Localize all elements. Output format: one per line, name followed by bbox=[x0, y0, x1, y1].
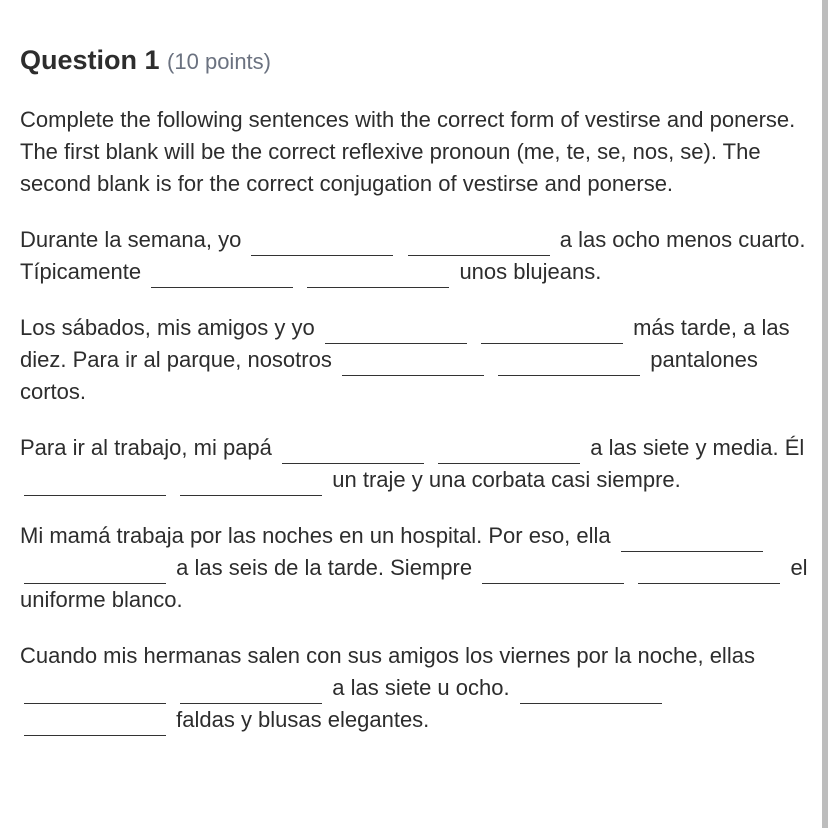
sentence-2-part-3: pantalones cortos. bbox=[20, 347, 758, 404]
sentence-3 bbox=[20, 432, 810, 496]
sentence-4-part-2: a las seis de la tarde. Siempre bbox=[176, 555, 473, 580]
sentence-2-pronoun-blank-2[interactable] bbox=[342, 344, 484, 376]
sentence-4-verb-blank-2[interactable] bbox=[638, 552, 780, 584]
sentence-2-verb-blank[interactable] bbox=[481, 312, 623, 344]
scrollbar-edge[interactable] bbox=[822, 0, 828, 828]
sentence-3-verb-blank[interactable] bbox=[438, 432, 580, 464]
sentence-2-part-1: Los sábados, mis amigos y yo bbox=[20, 315, 315, 340]
sentence-5-verb-blank[interactable] bbox=[180, 672, 322, 704]
sentence-1-part-2: a las ocho menos cuarto. Típicamente bbox=[20, 227, 806, 284]
sentence-4 bbox=[20, 520, 810, 616]
sentence-1-pronoun-blank-2[interactable] bbox=[151, 256, 293, 288]
sentence-4-pronoun-blank[interactable] bbox=[621, 520, 763, 552]
sentence-3-pronoun-blank-2[interactable] bbox=[24, 464, 166, 496]
sentence-5-pronoun-blank-2[interactable] bbox=[520, 672, 662, 704]
sentence-2-verb-blank-2[interactable] bbox=[498, 344, 640, 376]
sentence-5-pronoun-blank[interactable] bbox=[24, 672, 166, 704]
sentence-2-pronoun-blank[interactable] bbox=[325, 312, 467, 344]
sentence-5-part-2: a las siete u ocho. bbox=[332, 675, 510, 700]
sentence-1-pronoun-blank[interactable] bbox=[251, 224, 393, 256]
sentence-1-part-1: Durante la semana, yo bbox=[20, 227, 242, 252]
question-header bbox=[20, 40, 810, 82]
sentence-3-part-1: Para ir al trabajo, mi papá bbox=[20, 435, 272, 460]
sentence-1-verb-blank[interactable] bbox=[408, 224, 550, 256]
sentence-4-pronoun-blank-2[interactable] bbox=[482, 552, 624, 584]
sentence-4-verb-blank[interactable] bbox=[24, 552, 166, 584]
question-points: (10 points) bbox=[167, 49, 271, 74]
sentence-4-part-1: Mi mamá trabaja por las noches en un hospital. Por eso, ella bbox=[20, 523, 611, 548]
sentence-1-verb-blank-2[interactable] bbox=[307, 256, 449, 288]
question-container bbox=[20, 40, 810, 760]
sentence-4-part-3: el uniforme blanco. bbox=[20, 555, 808, 612]
sentence-5 bbox=[20, 640, 810, 736]
sentence-5-part-3: faldas y blusas elegantes. bbox=[176, 707, 430, 732]
question-title: Question 1 bbox=[20, 45, 160, 75]
sentence-5-part-1: Cuando mis hermanas salen con sus amigos los viernes por la noche, ellas bbox=[20, 643, 755, 668]
sentence-1-part-3: unos blujeans. bbox=[459, 259, 602, 284]
sentence-1 bbox=[20, 224, 810, 288]
sentence-5-verb-blank-2[interactable] bbox=[24, 704, 166, 736]
sentence-3-verb-blank-2[interactable] bbox=[180, 464, 322, 496]
sentence-2-part-2: más tarde, a las diez. Para ir al parque, nosotros bbox=[20, 315, 790, 372]
sentence-3-part-2: a las siete y media. Él bbox=[590, 435, 805, 460]
question-instructions: Complete the following sentences with the correct form of vestirse and ponerse. The first blank will be the correct reflexive pronoun (me, te, se, nos, se). The second blank is for the correct conjugation of vestirse and ponerse. bbox=[20, 107, 796, 196]
sentence-2 bbox=[20, 312, 810, 408]
sentence-3-pronoun-blank[interactable] bbox=[282, 432, 424, 464]
sentence-3-part-3: un traje y una corbata casi siempre. bbox=[332, 467, 681, 492]
